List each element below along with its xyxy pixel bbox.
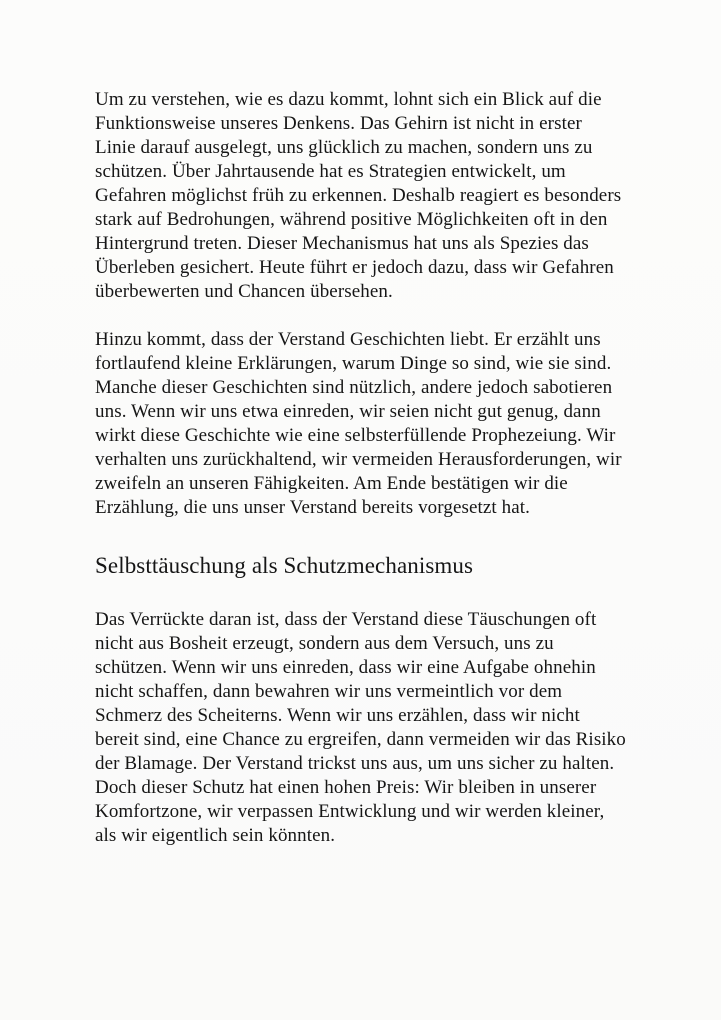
section-heading: Selbsttäuschung als Schutzmechanismus [95, 553, 474, 578]
paragraph-stories: Hinzu kommt, dass der Verstand Geschichten liebt. Er erzählt uns fortlaufend kleine Erklärungen, warum Dinge so sind, wie sie sind. Manche dieser Geschichten sind nützlich, andere jedoch sabotieren uns. Wenn wir uns etwa einreden, wir seien nicht gut genug, dann wirkt diese Geschichte wie eine selbsterfüllende Prophezeiung. Wir verhalten uns zurückhaltend, wir vermeiden Herausforderungen, wir zweifeln an unseren Fähigkeiten. Am Ende bestätigen wir die Erzählung, die uns unser Verstand bereits vorgesetzt hat. [95, 329, 622, 518]
paragraph-self-deception: Das Verrückte daran ist, dass der Verstand diese Täuschungen oft nicht aus Bosheit erzeugt, sondern aus dem Versuch, uns zu schützen. Wenn wir uns einreden, dass wir eine Aufgabe ohnehin nicht schaffen, dann bewahren wir uns vermeintlich vor dem Schmerz des Scheiterns. Wenn wir uns erzählen, dass wir nicht bereit sind, eine Chance zu ergreifen, dann vermeiden wir das Risiko der Blamage. Der Verstand trickst uns aus, um uns sicher zu halten. Doch dieser Schutz hat einen hohen Preis: Wir bleiben in unserer Komfortzone, wir verpassen Entwicklung und wir werden kleiner, als wir eigentlich sein könnten. [95, 609, 626, 846]
paragraph-brain-function: Um zu verstehen, wie es dazu kommt, lohnt sich ein Blick auf die Funktionsweise unseres Denkens. Das Gehirn ist nicht in erster Linie darauf ausgelegt, uns glücklich zu machen, sondern uns zu schützen. Über Jahrtausende hat es Strategien entwickelt, um Gefahren möglichst früh zu erkennen. Deshalb reagiert es besonders stark auf Bedrohungen, während positive Möglichkeiten oft in den Hintergrund treten. Dieser Mechanismus hat uns als Spezies das Überleben gesichert. Heute führt er jedoch dazu, dass wir Gefahren überbewerten und Chancen übersehen. [95, 89, 622, 302]
